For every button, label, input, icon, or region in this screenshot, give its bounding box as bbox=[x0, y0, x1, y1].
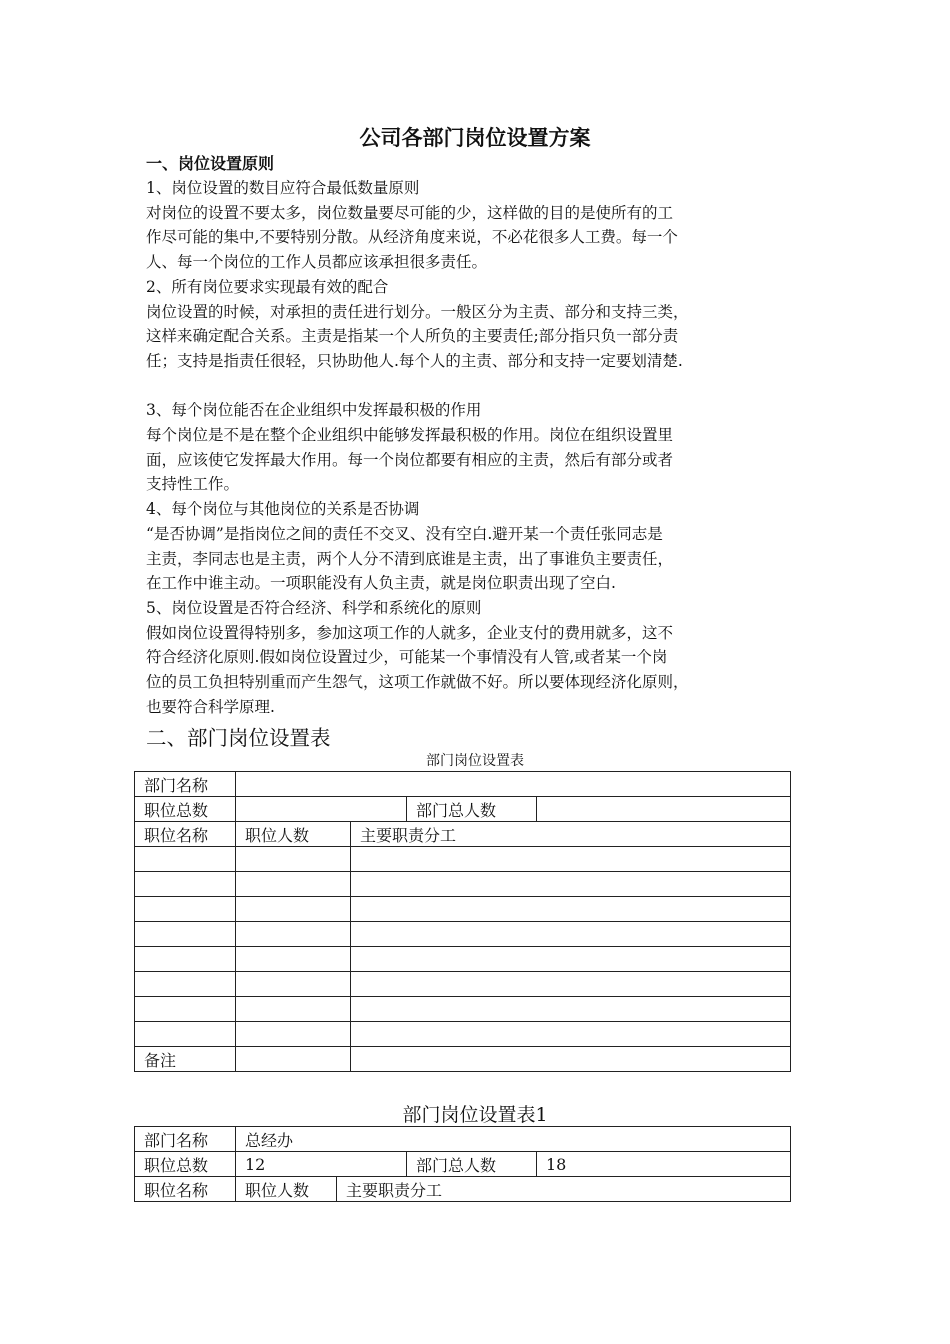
col-position-name: 职位名称 bbox=[135, 822, 236, 847]
dept-name-label: 部门名称 bbox=[135, 1127, 236, 1152]
paragraph-line: 符合经济化原则.假如岗位设置过少，可能某一个事情没有人管,或者某一个岗 bbox=[146, 648, 668, 667]
col-position-count: 职位人数 bbox=[236, 822, 351, 847]
department-position-table-1 bbox=[134, 1126, 791, 1202]
table-cell[interactable] bbox=[236, 872, 351, 897]
table-cell[interactable] bbox=[135, 847, 236, 872]
table-row bbox=[135, 897, 791, 922]
paragraph-line: 位的员工负担特别重而产生怨气，这项工作就做不好。所以要体现经济化原则， bbox=[146, 673, 689, 692]
paragraph-line: 面，应该使它发挥最大作用。每一个岗位都要有相应的主责，然后有部分或者 bbox=[146, 450, 674, 469]
paragraph-line: 4、每个岗位与其他岗位的关系是否协调 bbox=[146, 500, 420, 519]
paragraph-line: 这样来确定配合关系。主责是指某一个人所负的主要责任;部分指只负一部分责 bbox=[146, 327, 679, 346]
pos-total-value[interactable] bbox=[236, 797, 407, 822]
paragraph-line: 也要符合科学原理. bbox=[146, 697, 275, 716]
table-cell[interactable] bbox=[236, 847, 351, 872]
dept-name-value[interactable]: 总经办 bbox=[236, 1127, 791, 1152]
table-cell[interactable] bbox=[135, 922, 236, 947]
section1-heading: 一、岗位设置原则 bbox=[146, 154, 275, 173]
paragraph-line: 人、每一个岗位的工作人员都应该承担很多责任。 bbox=[146, 253, 488, 272]
col-position-name: 职位名称 bbox=[135, 1177, 236, 1202]
col-main-duties: 主要职责分工 bbox=[337, 1177, 791, 1202]
table-row bbox=[135, 872, 791, 897]
section2-heading: 二、部门岗位设置表 bbox=[146, 726, 331, 750]
table-cell[interactable] bbox=[236, 1022, 351, 1047]
table-cell[interactable] bbox=[351, 947, 791, 972]
dept-name-value[interactable] bbox=[236, 772, 791, 797]
dept-name-label: 部门名称 bbox=[135, 772, 236, 797]
table-cell[interactable] bbox=[236, 922, 351, 947]
table-cell[interactable] bbox=[351, 972, 791, 997]
paragraph-line: 5、岗位设置是否符合经济、科学和系统化的原则 bbox=[146, 598, 482, 617]
remark-label: 备注 bbox=[135, 1047, 236, 1072]
paragraph-line: 2、所有岗位要求实现最有效的配合 bbox=[146, 277, 389, 296]
blank-line bbox=[146, 374, 816, 399]
table-header-row bbox=[135, 822, 791, 847]
col-position-count: 职位人数 bbox=[236, 1177, 337, 1202]
paragraph-line: 岗位设置的时候，对承担的责任进行划分。一般区分为主责、部分和支持三类， bbox=[146, 302, 689, 321]
table-header-row bbox=[135, 1177, 791, 1202]
table-row bbox=[135, 772, 791, 797]
staff-total-label: 部门总人数 bbox=[407, 797, 537, 822]
table-row bbox=[135, 797, 791, 822]
table-row bbox=[135, 972, 791, 997]
staff-total-value[interactable] bbox=[537, 797, 791, 822]
table-cell[interactable] bbox=[135, 947, 236, 972]
table-cell[interactable] bbox=[351, 997, 791, 1022]
paragraph-line: 支持性工作。 bbox=[146, 475, 240, 494]
paragraph-line: 假如岗位设置得特别多，参加这项工作的人就多，企业支付的费用就多，这不 bbox=[146, 623, 674, 642]
staff-total-label: 部门总人数 bbox=[407, 1152, 537, 1177]
table-cell[interactable] bbox=[236, 997, 351, 1022]
table-cell[interactable] bbox=[351, 872, 791, 897]
paragraph-line: 在工作中谁主动。一项职能没有人负主责，就是岗位职责出现了空白. bbox=[146, 574, 616, 593]
table-row bbox=[135, 922, 791, 947]
pos-total-label: 职位总数 bbox=[135, 1152, 236, 1177]
paragraph-line: 3、每个岗位能否在企业组织中发挥最积极的作用 bbox=[146, 401, 482, 420]
paragraph-line: 每个岗位是不是在整个企业组织中能够发挥最积极的作用。岗位在组织设置里 bbox=[146, 426, 674, 445]
table-cell[interactable] bbox=[135, 997, 236, 1022]
table-cell[interactable] bbox=[351, 922, 791, 947]
table-row bbox=[135, 947, 791, 972]
table-cell[interactable] bbox=[135, 972, 236, 997]
table-row bbox=[135, 1152, 791, 1177]
table-cell[interactable] bbox=[351, 897, 791, 922]
paragraph-line: 主责，李同志也是主责，两个人分不清到底谁是主责，出了事谁负主要责任， bbox=[146, 549, 674, 568]
paragraph-line: “是否协调”是指岗位之间的责任不交叉、没有空白.避开某一个责任张同志是 bbox=[146, 524, 663, 543]
table-cell[interactable] bbox=[236, 947, 351, 972]
col-main-duties: 主要职责分工 bbox=[351, 822, 791, 847]
staff-total-value[interactable]: 18 bbox=[537, 1152, 791, 1177]
table-cell[interactable] bbox=[236, 972, 351, 997]
paragraph-line: 作尽可能的集中,不要特别分散。从经济角度来说，不必花很多人工费。每一个 bbox=[146, 228, 678, 247]
table-row bbox=[135, 997, 791, 1022]
table-cell[interactable] bbox=[351, 1022, 791, 1047]
table-cell[interactable] bbox=[135, 872, 236, 897]
table-cell[interactable] bbox=[135, 1022, 236, 1047]
paragraph-line: 1、岗位设置的数目应符合最低数量原则 bbox=[146, 179, 420, 197]
section1-body bbox=[146, 176, 816, 719]
table2-caption: 部门岗位设置表1 bbox=[402, 1104, 548, 1126]
pos-total-value[interactable]: 12 bbox=[236, 1152, 407, 1177]
table-cell[interactable] bbox=[135, 897, 236, 922]
remarks-row bbox=[135, 1047, 791, 1072]
table-cell[interactable] bbox=[351, 847, 791, 872]
department-position-table bbox=[134, 771, 791, 1072]
pos-total-label: 职位总数 bbox=[135, 797, 236, 822]
table-cell[interactable] bbox=[351, 1047, 791, 1072]
table-cell[interactable] bbox=[236, 1047, 351, 1072]
table1-caption: 部门岗位设置表 bbox=[426, 753, 524, 769]
table-row bbox=[135, 1022, 791, 1047]
table-cell[interactable] bbox=[236, 897, 351, 922]
paragraph-line: 任；支持是指责任很轻，只协助他人.每个人的主责、部分和支持一定要划清楚. bbox=[146, 351, 683, 370]
document-title: 公司各部门岗位设置方案 bbox=[359, 126, 591, 150]
paragraph-line: 对岗位的设置不要太多，岗位数量要尽可能的少，这样做的目的是使所有的工 bbox=[146, 203, 674, 222]
table-row bbox=[135, 847, 791, 872]
table-row bbox=[135, 1127, 791, 1152]
